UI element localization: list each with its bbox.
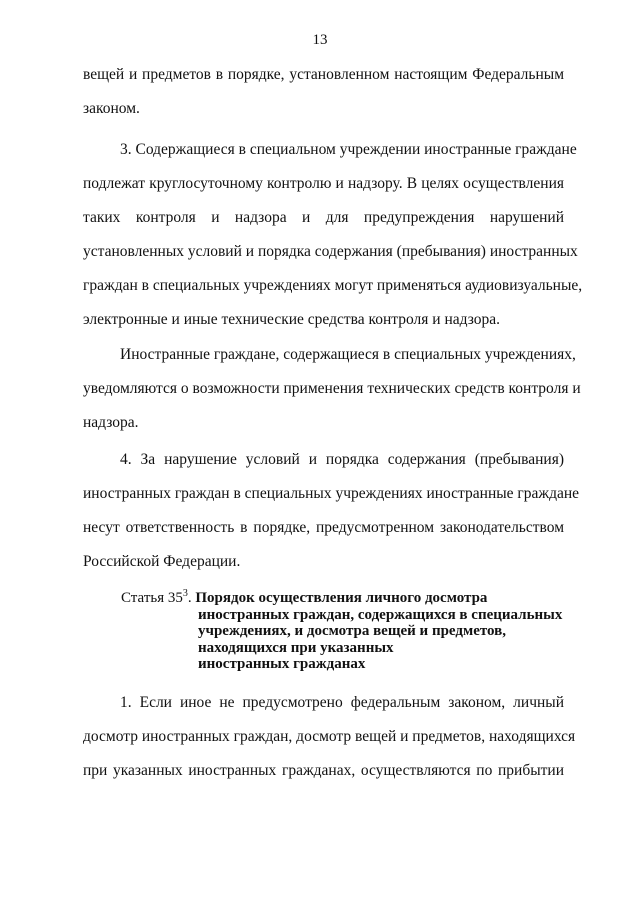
article-heading-first-row: Статья $35^3$. Порядок осуществления личного досмотра	[121, 588, 488, 606]
text-line: Иностранные граждане, содержащиеся в специальных учреждениях,	[120, 346, 576, 363]
article-title-line: иностранных граждан, содержащихся в специальных	[198, 606, 563, 623]
text-line: установленных условий и порядка содержания (пребывания) иностранных	[83, 243, 578, 260]
text-line: Российской Федерации.	[83, 553, 241, 570]
page-number: 13	[312, 32, 328, 48]
paragraph-continuation	[83, 66, 564, 134]
article-title-line: иностранных гражданах	[198, 656, 366, 672]
text-line: электронные и иные технические средства контроля и надзора.	[83, 311, 500, 328]
article-number: Статья 35	[121, 590, 183, 606]
text-line: уведомляются о возможности применения технических средств контроля и	[83, 380, 581, 397]
article-number-superscript: 3	[182, 588, 188, 599]
paragraph-notification	[83, 346, 581, 448]
article-paragraph-item-1	[83, 694, 576, 796]
text-line: 1. Если иное не предусмотрено федеральным законом, личный	[120, 694, 564, 711]
article-title-line: учреждениях, и досмотра вещей и предметов,	[198, 623, 507, 639]
text-line: вещей и предметов в порядке, установленном настоящим Федеральным	[83, 66, 564, 83]
text-line: досмотр иностранных граждан, досмотр вещей и предметов, находящихся	[83, 728, 576, 745]
text-line: при указанных иностранных гражданах, осуществляются по прибытии	[83, 762, 564, 779]
article-title-line: Порядок осуществления личного досмотра	[195, 590, 488, 606]
article-title-line: находящихся при указанных	[198, 639, 394, 656]
text-line: 4. За нарушение условий и порядка содержания (пребывания)	[120, 451, 564, 468]
text-line: законом.	[83, 100, 140, 117]
text-line: надзора.	[83, 414, 139, 431]
paragraph-item-3	[83, 141, 583, 345]
text-line: несут ответственность в порядке, предусмотренном законодательством	[83, 519, 564, 536]
paragraph-item-4	[83, 451, 580, 587]
text-line: 3. Содержащиеся в специальном учреждении иностранные граждане	[120, 141, 577, 158]
text-line: граждан в специальных учреждениях могут применяться аудиовизуальные,	[83, 277, 583, 294]
text-line: таких контроля и надзора и для предупреждения нарушений	[83, 209, 564, 226]
text-line: подлежат круглосуточному контролю и надзору. В целях осуществления	[83, 175, 564, 192]
text-line: иностранных граждан в специальных учреждениях иностранные граждане	[83, 485, 580, 502]
article-heading	[121, 590, 562, 673]
